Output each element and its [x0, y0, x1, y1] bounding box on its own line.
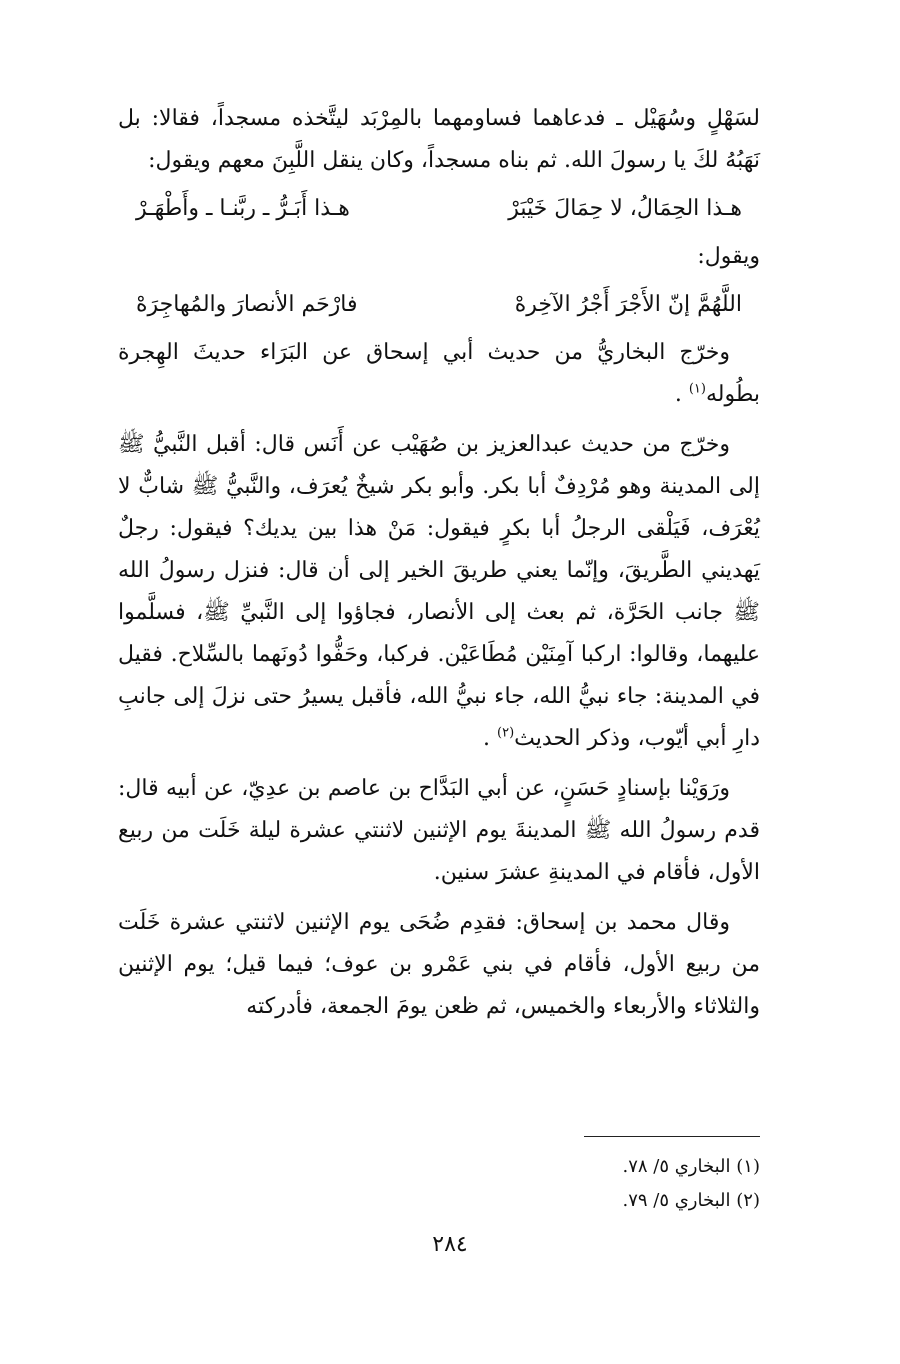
- footnote-2-text: البخاري ٥/ ٧٩.: [622, 1190, 731, 1211]
- paragraph-bukhari-hijra: [118, 332, 760, 416]
- page-number: ٢٨٤: [432, 1232, 468, 1257]
- footnote-1: [118, 1150, 760, 1184]
- footnote-1-text: البخاري ٥/ ٧٨.: [622, 1156, 731, 1177]
- verse-1-second-hemistich: هـذا أَبَـرُّ ـ ربَّنـا ـ وأَطْهَـرْ: [136, 196, 350, 221]
- verse-2-first-hemistich: اللَّهُمَّ إنّ الأَجْرَ أَجْرُ الآخِرهْ: [514, 292, 742, 317]
- verse-line-2: [118, 284, 760, 326]
- paragraph-bukhari-hijra-end: .: [674, 382, 682, 407]
- footnotes: [118, 1150, 760, 1218]
- verse-line-1: [118, 188, 760, 230]
- paragraph-anas-hadith: [118, 424, 760, 760]
- paragraph-abu-baddah: ورَوَيْنا بإسنادٍ حَسَنٍ، عن أبي البَدَّاح بن عاصم بن عدِيّ، عن أبيه قال: قدم رسولُ الله ﷺ المدينةَ يوم الإثنين لاثنتي عشرة ليلة خَلَت من ربيع الأول، فأقام في المدينةِ عشرَ سنين.: [118, 776, 760, 885]
- paragraph-anas-hadith-text: وخرّج من حديث عبدالعزيز بن صُهَيْب عن أَنَس قال: أقبل النَّبيُّ ﷺ إلى المدينة وهو مُرْدِفٌ أبا بكر. وأبو بكر شيخٌ يُعرَف، والنَّبيُّ ﷺ شابٌّ لا يُعْرَف، فَيَلْقى الرجلُ أبا بكرٍ فيقول: مَنْ هذا بين يديك؟ فيقول: رجلٌ يَهديني الطَّريقَ، وإنّما يعني طريقَ الخير إلى أن قال: فنزل رسولُ الله ﷺ جانب الحَرَّة، ثم بعث إلى الأنصار، فجاؤوا إلى النَّبيِّ ﷺ، فسلَّموا عليهما، وقالوا: اركبا آمِنَيْن مُطَاعَيْن. فركبا، وحَفُّوا دُونَهما بالسِّلاح. فقيل في المدينة: جاء نبيُّ الله، جاء نبيُّ الله، فأقبل يسيرُ حتى نزلَ إلى جانبِ دارِ أبي أيّوب، وذكر الحديث: [118, 432, 760, 751]
- footnote-1-marker: (١): [736, 1156, 760, 1177]
- footnote-ref-1: (١): [688, 381, 706, 397]
- verse-1-first-hemistich: هـذا الحِمَالُ، لا حِمَالَ خَيْبَرْ: [508, 196, 742, 221]
- paragraph-wa-yaqul: ويقول:: [697, 244, 760, 269]
- paragraph-anas-hadith-end: .: [483, 726, 491, 751]
- paragraph-bukhari-hijra-text: وخرّج البخاريُّ من حديث أبي إسحاق عن البَرَاء حديثَ الهِجرة بطُوله: [118, 340, 760, 407]
- verse-2-second-hemistich: فارْحَم الأنصارَ والمُهاجِرَهْ: [136, 292, 358, 317]
- main-text: [118, 98, 760, 1028]
- footnote-2-marker: (٢): [736, 1190, 760, 1211]
- paragraph-ibn-ishaq: وقال محمد بن إسحاق: فقدِم ضُحَى يوم الإثنين لاثنتي عشرة خَلَت من ربيع الأول، فأقام في بني عَمْرو بن عوف؛ فيما قيل؛ يوم الإثنين والثلاثاء والأربعاء والخميس، ثم ظعن يومَ الجمعة، فأدركته: [118, 910, 760, 1019]
- footnote-2: [118, 1184, 760, 1218]
- footnote-ref-2: (٢): [497, 725, 515, 741]
- paragraph-masjid-building: لسَهْلٍ وسُهَيْل ـ فدعاهما فساومهما بالمِرْبَد ليتَّخذه مسجداً، فقالا: بل نَهَبُهُ لكَ يا رسولَ الله. ثم بناه مسجداً، وكان ينقل اللَّبِنَ معهم ويقول:: [118, 106, 760, 173]
- footnote-divider: [584, 1136, 760, 1137]
